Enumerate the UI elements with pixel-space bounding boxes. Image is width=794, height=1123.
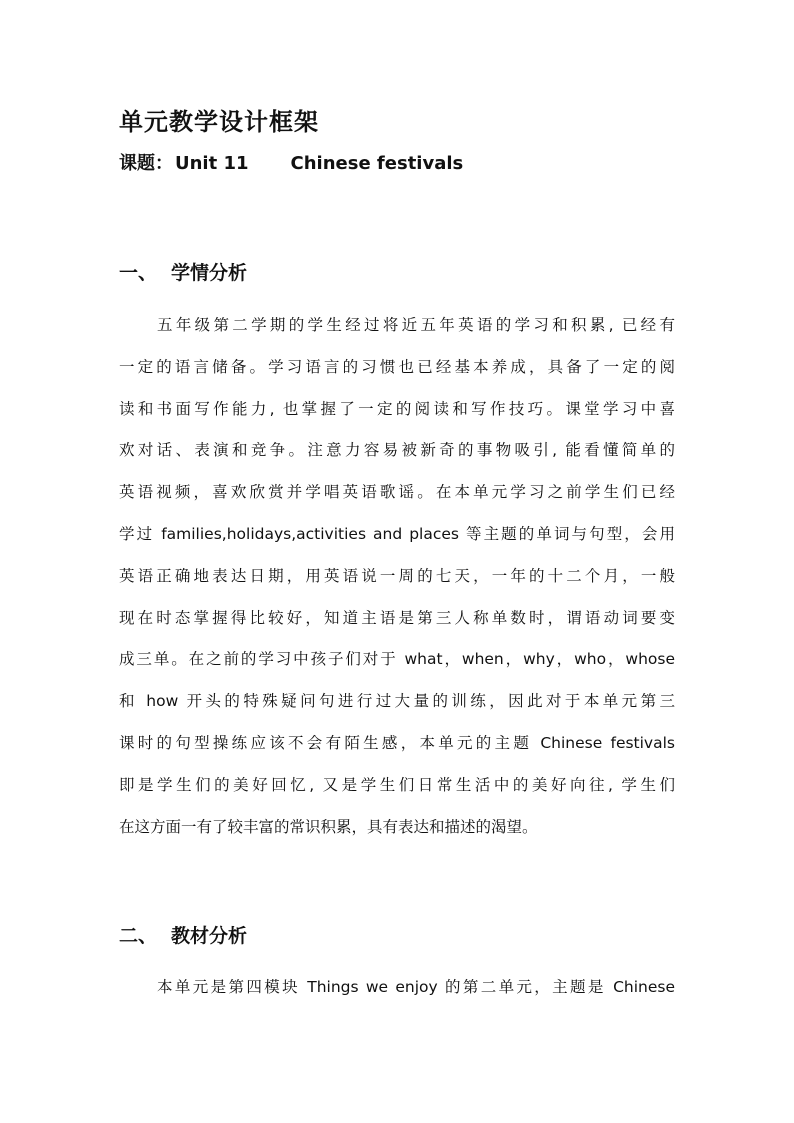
paragraph-line: 一定的语言储备。学习语言的习惯也已经基本养成，具备了一定的阅 (119, 357, 675, 376)
subtitle-unit: Unit 11 (175, 153, 249, 174)
section-heading-textbook-analysis (119, 921, 247, 948)
textbook-analysis-paragraph (119, 967, 679, 1009)
paragraph-line: 课时的句型操练应该不会有陌生感，本单元的主题 Chinese festivals (119, 733, 675, 752)
subtitle-topic: Chinese festivals (290, 153, 464, 174)
section-number: 一、 (119, 262, 158, 284)
paragraph-line: 本单元是第四模块 Things we enjoy 的第二单元，主题是 Chinese (157, 978, 675, 996)
paragraph-line: 英语正确地表达日期，用英语说一周的七天，一年的十二个月，一般 (119, 566, 675, 585)
lesson-subtitle (119, 149, 463, 175)
paragraph-line: 学过 families,holidays,activities and places 等主题的单词与句型，会用 (119, 524, 675, 543)
paragraph-line: 即是学生们的美好回忆, 又是学生们日常生活中的美好向往, 学生们 (119, 775, 675, 794)
paragraph-line: 和 how 开头的特殊疑问句进行过大量的训练，因此对于本单元第三 (119, 692, 675, 711)
paragraph-line: 欢对话、表演和竞争。注意力容易被新奇的事物吸引, 能看懂简单的 (119, 441, 675, 460)
section-title: 学情分析 (171, 262, 248, 284)
student-analysis-paragraph (119, 305, 679, 848)
paragraph-line: 英语视频，喜欢欣赏并学唱英语歌谣。在本单元学习之前学生们已经 (119, 483, 675, 502)
section-heading-student-analysis (119, 258, 247, 285)
subtitle-label: 课题： (119, 153, 173, 174)
paragraph-line: 五年级第二学期的学生经过将近五年英语的学习和积累, 已经有 (157, 316, 675, 334)
paragraph-line: 现在时态掌握得比较好，知道主语是第三人称单数时，谓语动词要变 (119, 608, 675, 627)
paragraph-line: 在这方面一有了较丰富的常识积累，具有表达和描述的渴望。 (119, 817, 538, 836)
section-title: 教材分析 (171, 925, 248, 947)
paragraph-line: 成三单。在之前的学习中孩子们对于 what，when，why，who，whose (119, 650, 675, 669)
section-number: 二、 (119, 925, 158, 947)
document-title: 单元教学设计框架 (119, 108, 319, 136)
paragraph-line: 读和书面写作能力, 也掌握了一定的阅读和写作技巧。课堂学习中喜 (119, 399, 675, 418)
